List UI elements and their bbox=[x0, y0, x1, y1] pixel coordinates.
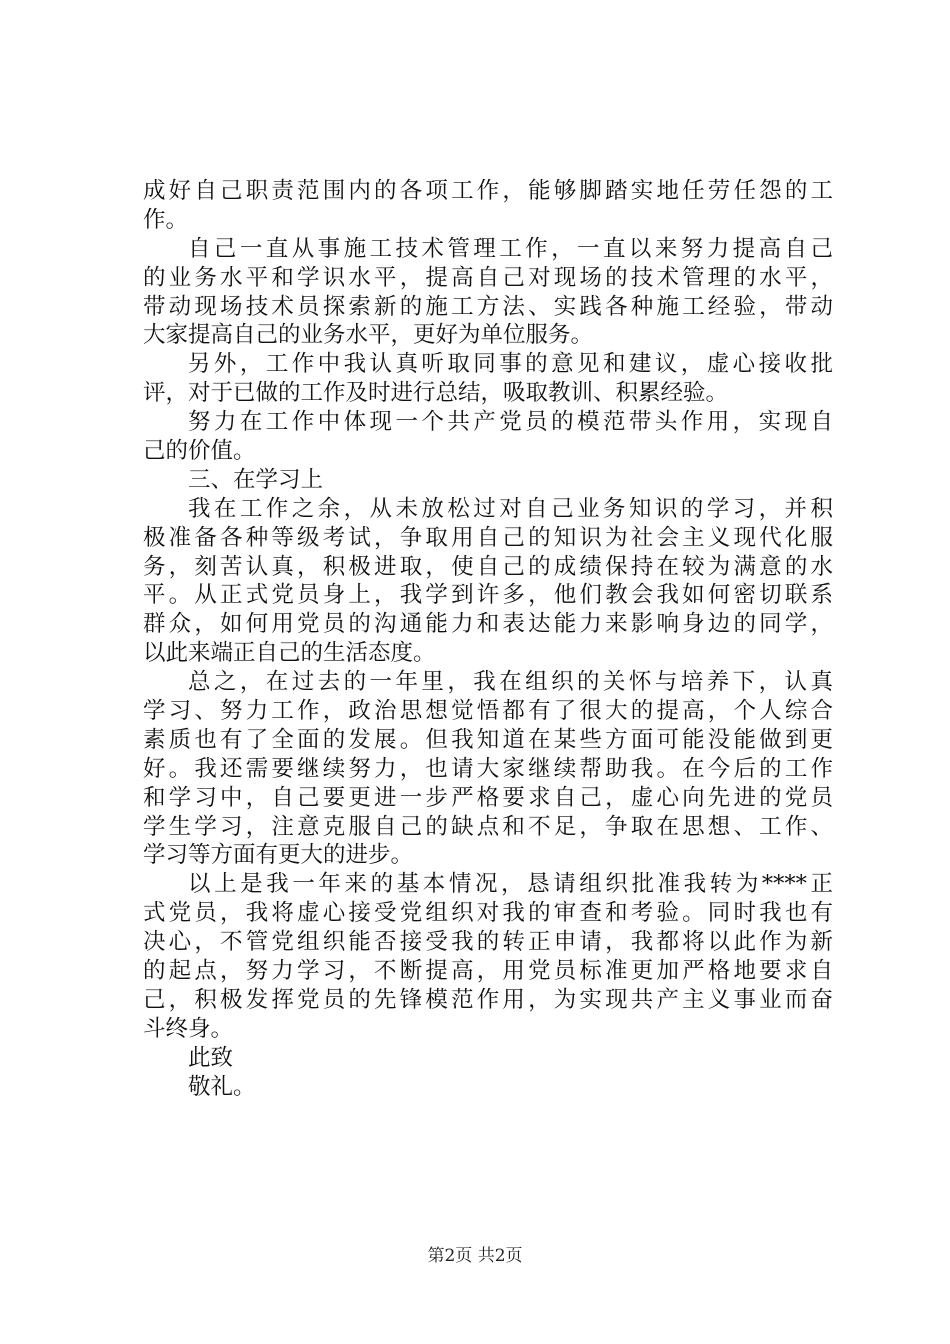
document-body bbox=[143, 177, 833, 1102]
text-line: 和学习中，自己要更进一步严格要求自己，虚心向先进的党员 bbox=[143, 784, 833, 811]
text-line: 带动现场技术员探索新的施工方法、实践各种施工经验，带动 bbox=[143, 293, 833, 320]
text-line: 大家提高自己的业务水平，更好为单位服务。 bbox=[143, 322, 594, 349]
text-line: 以上是我一年来的基本情况，恳请组织批准我转为****正 bbox=[188, 871, 833, 898]
closing-salutation: 此致 bbox=[188, 1044, 234, 1071]
text-line: 的业务水平和学识水平，提高自己对现场的技术管理的水平， bbox=[143, 264, 833, 291]
closing-regards: 敬礼。 bbox=[188, 1073, 256, 1100]
text-line: 务，刻苦认真，积极进取，使自己的成绩保持在较为满意的水 bbox=[143, 553, 833, 580]
text-line: 学习、努力工作，政治思想觉悟都有了很大的提高，个人综合 bbox=[143, 698, 833, 725]
text-line: 群众，如何用党员的沟通能力和表达能力来影响身边的同学， bbox=[143, 611, 833, 638]
text-line: 总之，在过去的一年里，我在组织的关怀与培养下，认真 bbox=[188, 669, 833, 696]
text-line: 努力在工作中体现一个共产党员的模范带头作用，实现自 bbox=[188, 409, 833, 436]
text-line: 我在工作之余，从未放松过对自己业务知识的学习，并积 bbox=[188, 495, 833, 522]
text-line: 平。从正式党员身上，我学到许多，他们教会我如何密切联系 bbox=[143, 582, 833, 609]
section-heading: 三、在学习上 bbox=[188, 466, 324, 493]
text-line: 好。我还需要继续努力，也请大家继续帮助我。在今后的工作 bbox=[143, 755, 833, 782]
text-line: 式党员，我将虚心接受党组织对我的审查和考验。同时我也有 bbox=[143, 900, 833, 927]
text-line: 以此来端正自己的生活态度。 bbox=[143, 640, 436, 667]
text-line: 斗终身。 bbox=[143, 1015, 234, 1042]
text-line: 学生学习，注意克服自己的缺点和不足，争取在思想、工作、 bbox=[143, 813, 833, 840]
text-line: 的起点，努力学习，不断提高，用党员标准更加严格地要求自 bbox=[143, 958, 833, 985]
text-line: 另外，工作中我认真听取同事的意见和建议，虚心接收批 bbox=[188, 351, 833, 378]
text-line: 极准备各种等级考试，争取用自己的知识为社会主义现代化服 bbox=[143, 524, 833, 551]
text-line: 作。 bbox=[143, 206, 189, 233]
text-line: 己，积极发挥党员的先锋模范作用，为实现共产主义事业而奋 bbox=[143, 986, 833, 1013]
text-line: 素质也有了全面的发展。但我知道在某些方面可能没能做到更 bbox=[143, 726, 833, 753]
text-line: 学习等方面有更大的进步。 bbox=[143, 842, 414, 869]
text-line: 己的价值。 bbox=[143, 438, 256, 465]
page-number-footer: 第2页 共2页 bbox=[427, 1246, 523, 1266]
text-line: 评，对于已做的工作及时进行总结，吸取教训、积累经验。 bbox=[143, 380, 729, 407]
text-line: 成好自己职责范围内的各项工作，能够脚踏实地任劳任怨的工 bbox=[143, 178, 833, 204]
text-line: 自己一直从事施工技术管理工作，一直以来努力提高自己 bbox=[188, 235, 833, 262]
text-line: 决心，不管党组织能否接受我的转正申请，我都将以此作为新 bbox=[143, 929, 833, 956]
